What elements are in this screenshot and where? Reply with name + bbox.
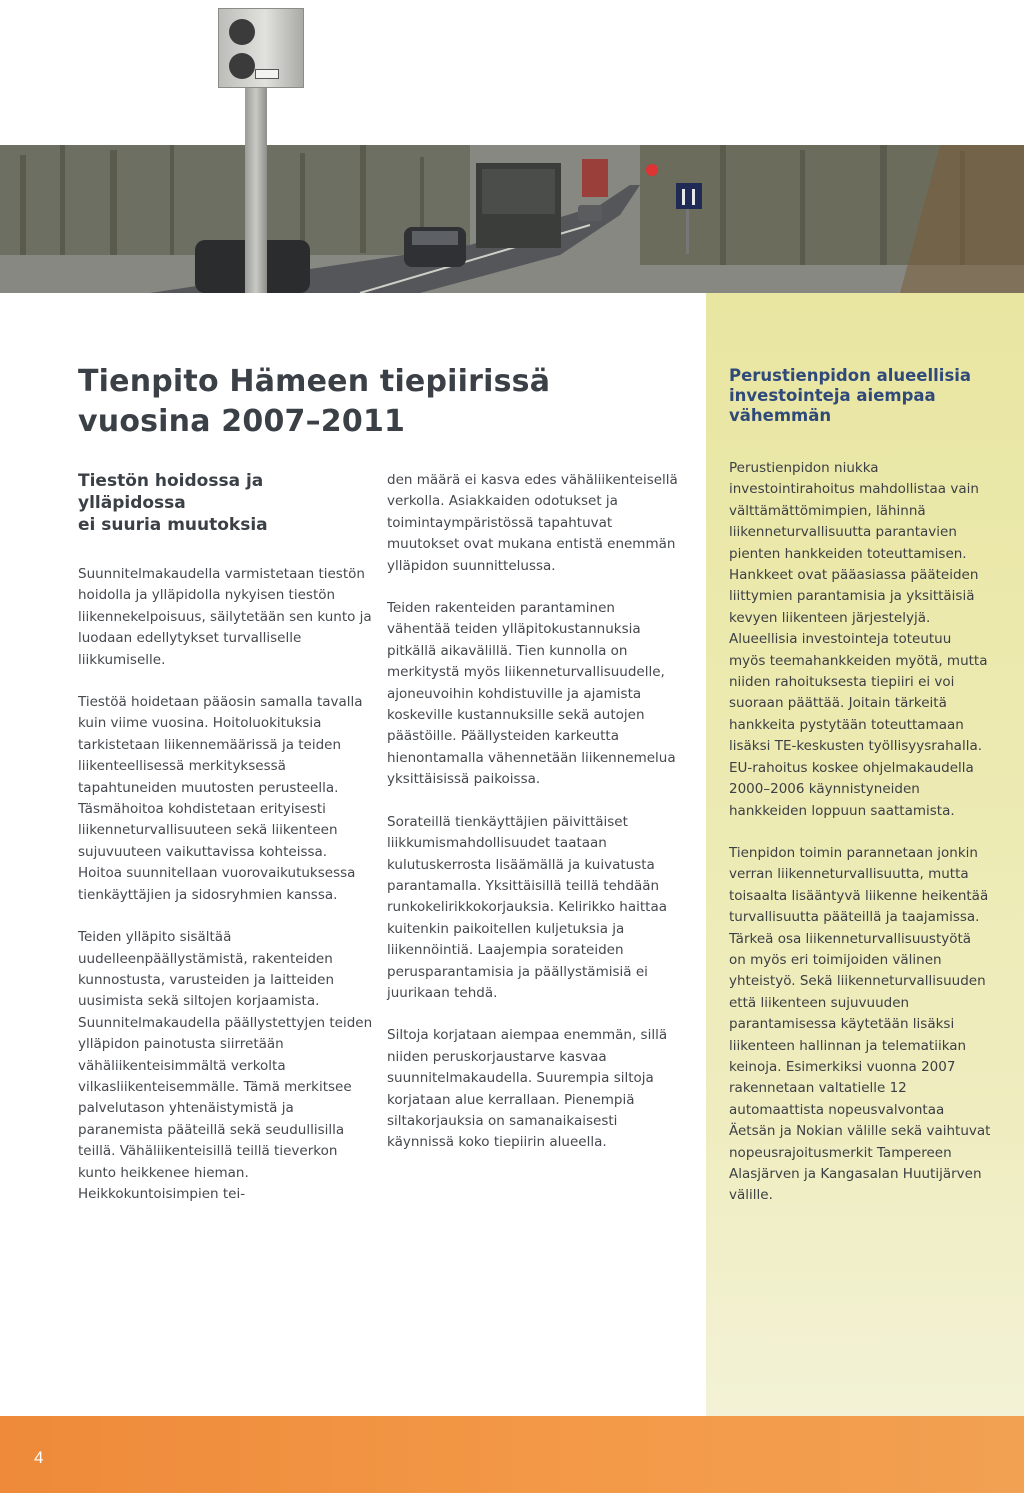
paragraph: Sorateillä tienkäyttäjien päivittäiset liikkumismahdollisuudet taataan kulutuskerrosta lisäämällä ja kuivatusta parantamalla. Yksittäisillä teillä tehdään runkokelirikkokorjauksia. Kelirikko haittaa kuitenkin paikoitellen kuljetuksia ja liikennöintiä. Laajempia sorateiden perusparantamisia ja päällystämisiä ei juurikaan tehdä. [387, 813, 668, 1001]
footer-bar [0, 1416, 1024, 1493]
article-column-1 [78, 470, 374, 1226]
sidebar-paragraph: Tienpidon toimin parannetaan jonkin verran liikenneturvallisuutta, mutta toisaalta lisääntyvä liikenne heikentää turvallisuutta pääteillä ja taajamissa. Tärkeä osa liikenneturvallisuustyötä on myös eri toimijoiden välinen yhteistyö. Sekä liikenneturvallisuuden että liikenteen sujuvuuden parantamisessa käytetään lisäksi liikenteen hallinnan ja telematiikan keinoja. Esimerkiksi vuonna 2007 rakennetaan valtatielle 12 automaattista nopeusvalvontaa Äetsän ja Nokian välille sekä vaihtuvat nopeusrajoitusmerkit Tampereen Alasjärven ja Kangasalan Huutijärven välille. [729, 844, 991, 1204]
camera-pole [245, 70, 267, 293]
page-number: 4 [34, 1448, 44, 1467]
paragraph: den määrä ei kasva edes vähäliikenteisellä verkolla. Asiakkaiden odotukset ja toimintaympäristössä tapahtuvat muutokset ovat mukana entistä enemmän ylläpidon suunnittelussa. [387, 472, 678, 574]
road-photo [0, 145, 1024, 293]
paragraph: Teiden ylläpito sisältää uudelleenpäällystämistä, rakenteiden kunnostusta, varusteiden ja laitteiden uusimista sekä siltojen korjaamista. Suunnitelmakaudella päällystettyjen teiden ylläpidon painotusta siirretään vähäliikenteisimmältä verkolta vilkasliikenteisemmälle. Tämä merkitsee palvelutason yhtenäistymistä ja paranemista pääteillä sekä seudullisilla teillä. Vähäliikenteisillä teillä tieverkon kunto heikkenee hieman. Heikkokuntoisimpien tei- [78, 929, 373, 1202]
speed-camera [218, 8, 304, 88]
section-heading-line-1: Tiestön hoidossa ja ylläpidossa [78, 471, 264, 513]
page-title [78, 362, 638, 442]
sidebar-title-line-1: Perustienpidon alueellisia [729, 366, 972, 385]
sidebar-column [729, 458, 991, 1228]
paragraph: Tiestöä hoidetaan pääosin samalla tavalla kuin viime vuosina. Hoitoluokituksia tarkistetaan liikennemäärissä ja teiden liikenteellisessä merkityksessä tapahtuneiden muutosten perusteella. Täsmähoitoa kohdistetaan erityisesti liikenneturvallisuuteen sekä liikenteen sujuvuuteen vaikuttavissa kohteissa. Hoitoa suunnitellaan vuorovaikutuksessa tienkäyttäjien ja sidosryhmien kanssa. [78, 694, 363, 903]
section-heading [78, 470, 374, 536]
sidebar-paragraph: Perustienpidon niukka investointirahoitus mahdollistaa vain välttämättömimpien, lähinnä liikenneturvallisuutta parantavien pienten hankkeiden toteuttamisen. Hankkeet ovat pääasiassa pääteiden liittymien parantamisia ja yksittäisiä kevyen liikenteen järjestelyjä. Alueellisia investointeja toteutuu myös teemahankkeiden myötä, mutta niiden rahoituksesta tiepiiri ei voi suoraan päättää. Joitain tärkeitä hankkeita pystytään toteuttamaan lisäksi TE-keskusten työllisyysrahalla. EU-rahoitus koskee ohjelmakaudella 2000–2006 käynnistyneiden hankkeiden loppuun saattamista. [729, 460, 988, 819]
road-scene-illustration [0, 145, 1024, 293]
section-heading-line-2: ei suuria muutoksia [78, 515, 268, 535]
article-column-2 [387, 470, 679, 1175]
camera-plate [255, 69, 279, 79]
paragraph: Siltoja korjataan aiempaa enemmän, sillä niiden peruskorjaustarve kasvaa suunnitelmakaudella. Suurempia siltoja korjataan alue kerrallaan. Pienempiä siltakorjauksia on samanaikaisesti käynnissä koko tiepiirin alueella. [387, 1027, 668, 1151]
sidebar-title-line-2: investointeja aiempaa [729, 386, 936, 405]
paragraph: Teiden rakenteiden parantaminen vähentää teiden ylläpitokustannuksia pitkällä aikavälillä. Tien kunnolla on merkitystä myös liikenneturvallisuudelle, ajoneuvoihin kohdistuville ja ajamista koskeville kustannuksille sekä autojen päästöille. Päällysteiden karkeutta hienontamalla vähennetään liikennemelua yksittäisissä paikoissa. [387, 600, 676, 788]
camera-lens-bottom [229, 53, 255, 79]
sidebar-title-line-3: vähemmän [729, 406, 832, 425]
page-title-line-1: Tienpito Hämeen tiepiirissä [78, 364, 551, 399]
camera-lens-top [229, 19, 255, 45]
paragraph: Suunnitelmakaudella varmistetaan tiestön hoidolla ja ylläpidolla nykyisen tiestön liikennekelpoisuus, säilytetään sen kunto ja luodaan edellytykset turvalliselle liikkumiselle. [78, 566, 372, 668]
page-title-line-2: vuosina 2007–2011 [78, 404, 406, 439]
sidebar-title [729, 366, 999, 426]
